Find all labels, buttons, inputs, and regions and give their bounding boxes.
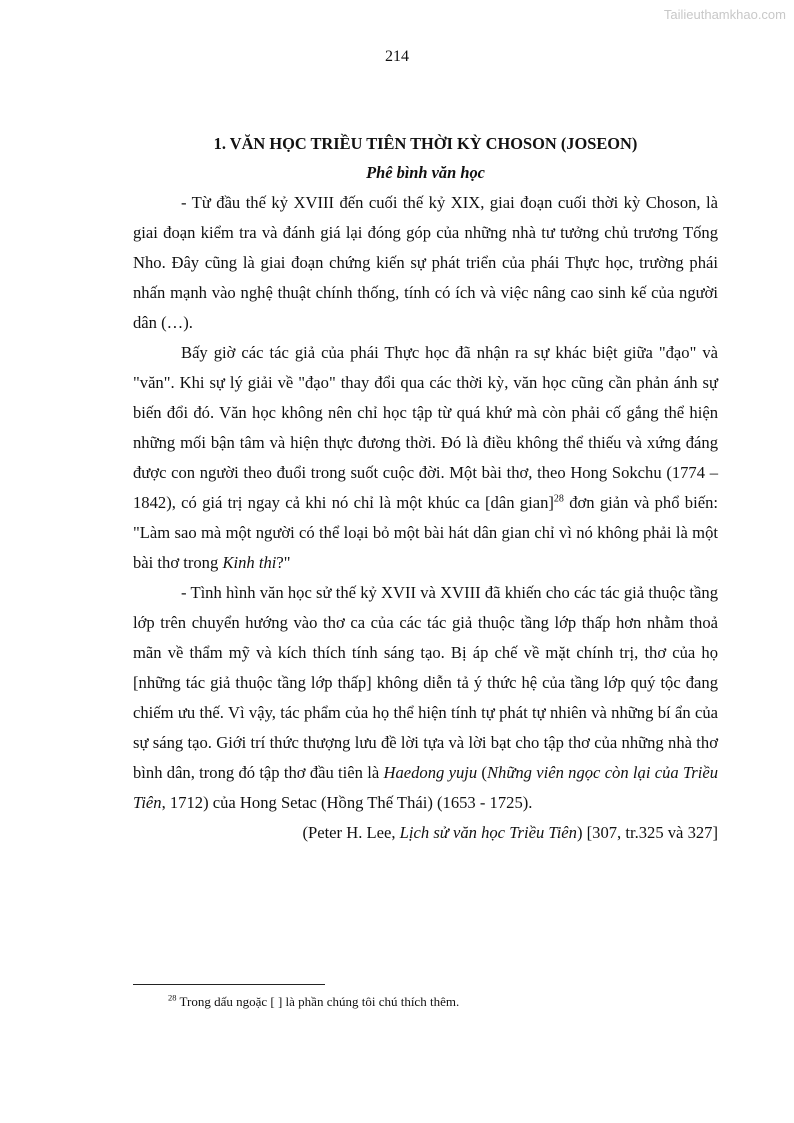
citation-text-b: ) [307, tr.325 và 327] — [576, 823, 718, 842]
footnote-divider — [133, 984, 325, 985]
paragraph-1: - Từ đầu thế kỷ XVIII đến cuối thế kỷ XIX, giai đoạn cuối thời kỳ Choson, là giai đoạn kiểm tra và đánh giá lại đóng góp của những nhà tư tưởng chủ trương Tống Nho. Đây cũng là giai đoạn chứng kiến sự phát triển của phái Thực học, trường phái nhấn mạnh vào nghệ thuật chính thống, tính có ích và việc nâng cao sinh kế của người dân (…). — [133, 193, 718, 332]
citation — [133, 818, 718, 848]
book-title-kinh-thi: Kinh thi — [222, 553, 277, 572]
paragraph-3-text-c: , 1712) của Hong Setac (Hồng Thế Thái) (1653 - 1725). — [161, 793, 533, 812]
section-subheading: Phê bình văn học — [366, 163, 485, 182]
book-title-haedong-yuju: Haedong yuju — [383, 763, 478, 782]
footnote-reference: 28 — [553, 493, 564, 505]
watermark: Tailieuthamkhao.com — [663, 7, 786, 22]
paragraph-2-text-b: đơn giản và phổ biến: "Làm sao mà một người có thể loại bỏ một bài hát dân gian chỉ vì nó không phải là một bài thơ trong — [133, 493, 718, 572]
footnote — [168, 994, 459, 1010]
paragraph-2-text-a: Bấy giờ các tác giả của phái Thực học đã nhận ra sự khác biệt giữa "đạo" và "văn". Khi sự lý giải về "đạo" thay đổi qua các thời kỳ, văn học cũng cần phản ánh sự biến đổi đó. Văn học không nên chỉ học tập từ quá khứ mà còn phải cố gắng thể hiện những mối bận tâm và hiện thực đương thời. Đó là điều không thể thiếu và xứng đáng được con người theo đuổi trong suốt cuộc đời. Một bài thơ, theo Hong Sokchu (1774 – 1842), có giá trị ngay cả khi nó chỉ là một khúc ca [dân gian] — [133, 343, 718, 512]
citation-text-a: (Peter H. Lee, — [302, 823, 400, 842]
main-content — [133, 130, 718, 848]
paragraph-3-text-b: ( — [477, 763, 487, 782]
page-number: 214 — [385, 48, 409, 65]
section-heading: 1. VĂN HỌC TRIỀU TIÊN THỜI KỲ CHOSON (JOSEON) — [213, 134, 638, 153]
book-title-translation: Những viên ngọc còn lại của Triều Tiên — [133, 763, 718, 812]
footnote-text: Trong dấu ngoặc [ ] là phần chúng tôi chú thích thêm. — [176, 994, 460, 1009]
paragraph-2 — [133, 338, 718, 578]
paragraph-3-text-a: - Tình hình văn học sử thế kỷ XVII và XVIII đã khiến cho các tác giả thuộc tầng lớp trên chuyển hướng vào thơ ca của các tác giả thuộc tầng lớp thấp hơn nhằm thoả mãn về thẩm mỹ và kích thích tính sáng tạo. Bị áp chế về mặt chính trị, thơ của họ [những tác giả thuộc tầng lớp thấp] không diễn tả ý thức hệ của tầng lớp quý tộc đang chiếm ưu thế. Vì vậy, tác phẩm của họ thể hiện tính tự phát tự nhiên và những bí ẩn của sự sáng tạo. Giới trí thức thượng lưu đề lời tựa và lời bạt cho tập thơ của những nhà thơ bình dân, trong đó tập thơ đầu tiên là — [133, 583, 718, 782]
paragraph-2-text-c: ?" — [276, 553, 291, 572]
paragraph-3 — [133, 578, 718, 818]
citation-book-title: Lịch sử văn học Triều Tiên — [399, 823, 577, 842]
footnote-number: 28 — [168, 992, 177, 1003]
